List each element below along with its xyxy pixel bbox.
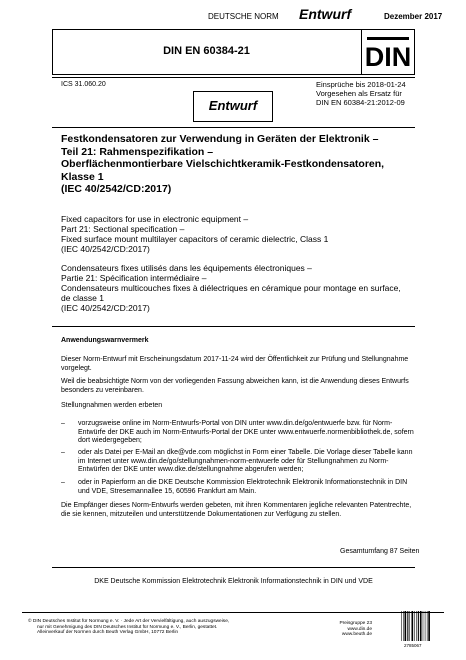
- title-line: Condensateurs fixes utilisés dans les équipements électroniques –: [61, 263, 312, 273]
- frame-divider: [361, 29, 362, 75]
- price-group: Preisgruppe 23: [339, 621, 372, 626]
- copyright-line: © DIN Deutsches Institut für Normung e. V. · Jede Art der Vervielfältigung, auch auszugsweise,: [28, 619, 230, 624]
- title-line: (IEC 40/2542/CD:2017): [61, 244, 150, 254]
- din-logo: [364, 33, 412, 71]
- title-line: (IEC 40/2542/CD:2017): [61, 303, 150, 313]
- notice-paragraph: Stellungnahmen werden erbeten: [61, 402, 163, 409]
- title-line: Fixed capacitors for use in electronic equipment –: [61, 214, 249, 224]
- bullet-text: oder als Datei per E-Mail an dke@vde.com möglichst in Form einer Tabelle. Die Vorlage dieser Tabelle kann im Internet unter www.din.de/go/stellungnahmen-norm-entwuerfe oder für Stellungnahmen zu Norm-Entwürfen der DKE unter www.dke.de/stellungnahme abgerufen werden;: [78, 449, 413, 473]
- bullet-text: oder in Papierform an die DKE Deutsche Kommission Elektrotechnik Elektronik Informationstechnik in DIN und VDE, Stresemannallee 15, 60596 Frankfurt am Main.: [78, 479, 408, 495]
- title-line: Condensateurs multicouches fixes à diélectriques en céramique pour montage en surface,: [61, 283, 401, 293]
- bullet-dash: –: [61, 420, 65, 427]
- title-french: [61, 263, 421, 313]
- barcode-number: 2785067: [404, 643, 422, 648]
- divider-notice: [52, 326, 415, 327]
- title-line: Oberflächenmontierbare Vielschichtkeramik-Festkondensatoren,: [61, 158, 385, 170]
- einspruch-line: Einsprüche bis 2018-01-24: [316, 80, 406, 89]
- einspruch-line: DIN EN 60384-21:2012-09: [316, 98, 405, 107]
- einspruch-info: [316, 80, 406, 107]
- status-label: Entwurf: [299, 6, 352, 22]
- title-english: [61, 214, 411, 254]
- ics-code: ICS 31.060.20: [61, 81, 106, 88]
- divider-top: [52, 77, 415, 78]
- notice-heading: Anwendungswarnvermerk: [61, 337, 149, 344]
- date-label: Dezember 2017: [384, 12, 443, 21]
- copyright-notice: [28, 619, 283, 636]
- page-count: Gesamtumfang 87 Seiten: [340, 548, 420, 555]
- din-logo-text: DIN: [364, 42, 412, 71]
- title-line: Festkondensatoren zur Verwendung in Geräten der Elektronik –: [61, 133, 379, 145]
- divider-title: [52, 127, 415, 128]
- beuth-link[interactable]: www.beuth.de: [341, 632, 372, 638]
- notice-paragraph: Weil die beabsichtigte Norm von der vorliegenden Fassung abweichen kann, ist die Anwendung dieses Entwurfs besonders zu vereinbaren.: [61, 378, 409, 394]
- publisher-label: DEUTSCHE NORM: [208, 12, 279, 21]
- copyright-line: nur mit Genehmigung des DIN Deutsches Institut für Normung e. V., Berlin, gestattet.: [37, 624, 218, 630]
- notice-paragraph: Dieser Norm-Entwurf mit Erscheinungsdatum 2017-11-24 wird der Öffentlichkeit zur Prüfung und Stellungnahme vorgelegt.: [61, 356, 409, 372]
- title-line: Klasse 1: [61, 170, 104, 183]
- copyright-line: Alleinverkauf der Normen durch Beuth Verlag GmbH, 10772 Berlin: [37, 630, 179, 636]
- divider-dke: [52, 567, 415, 568]
- bullet-dash: –: [61, 449, 65, 456]
- einspruch-line: Vorgesehen als Ersatz für: [316, 89, 402, 98]
- standard-number: DIN EN 60384-21: [163, 45, 250, 57]
- title-line: Part 21: Sectional specification –: [61, 224, 185, 234]
- divider-footer: [22, 612, 444, 613]
- bullet-dash: –: [61, 479, 65, 486]
- bullet-text: vorzugsweise online im Norm-Entwurfs-Portal von DIN unter www.din.de/go/entwuerfe bzw. für Norm-Entwürfe der DKE auch im Norm-Entwurfs-Portal der DKE unter www.entwuerfe.normenbibliothek.de, sofern dort wiedergegeben;: [78, 420, 414, 444]
- title-line: (IEC 40/2542/CD:2017): [61, 183, 172, 195]
- title-line: Partie 21: Spécification intermédiaire –: [61, 273, 207, 283]
- din-link[interactable]: www.din.de: [347, 626, 372, 632]
- title-line: de classe 1: [61, 293, 104, 303]
- title-line: Fixed surface mount multilayer capacitors of ceramic dielectric, Class 1: [61, 234, 329, 244]
- notice-paragraph: Die Empfänger dieses Norm-Entwurfs werden gebeten, mit ihren Kommentaren jegliche relevanten Patentrechte, die sie kennen, mitzuteilen und unterstützende Dokumentationen zur Verfügung zu stellen.: [61, 502, 412, 518]
- draft-label: Entwurf: [208, 98, 258, 113]
- dke-line: DKE Deutsche Kommission Elektrotechnik Elektronik Informationstechnik in DIN und VDE: [94, 578, 373, 585]
- price-info: [312, 621, 372, 638]
- title-german: [61, 133, 411, 196]
- title-line: Teil 21: Rahmenspezifikation –: [61, 145, 214, 158]
- barcode-icon: [400, 611, 440, 641]
